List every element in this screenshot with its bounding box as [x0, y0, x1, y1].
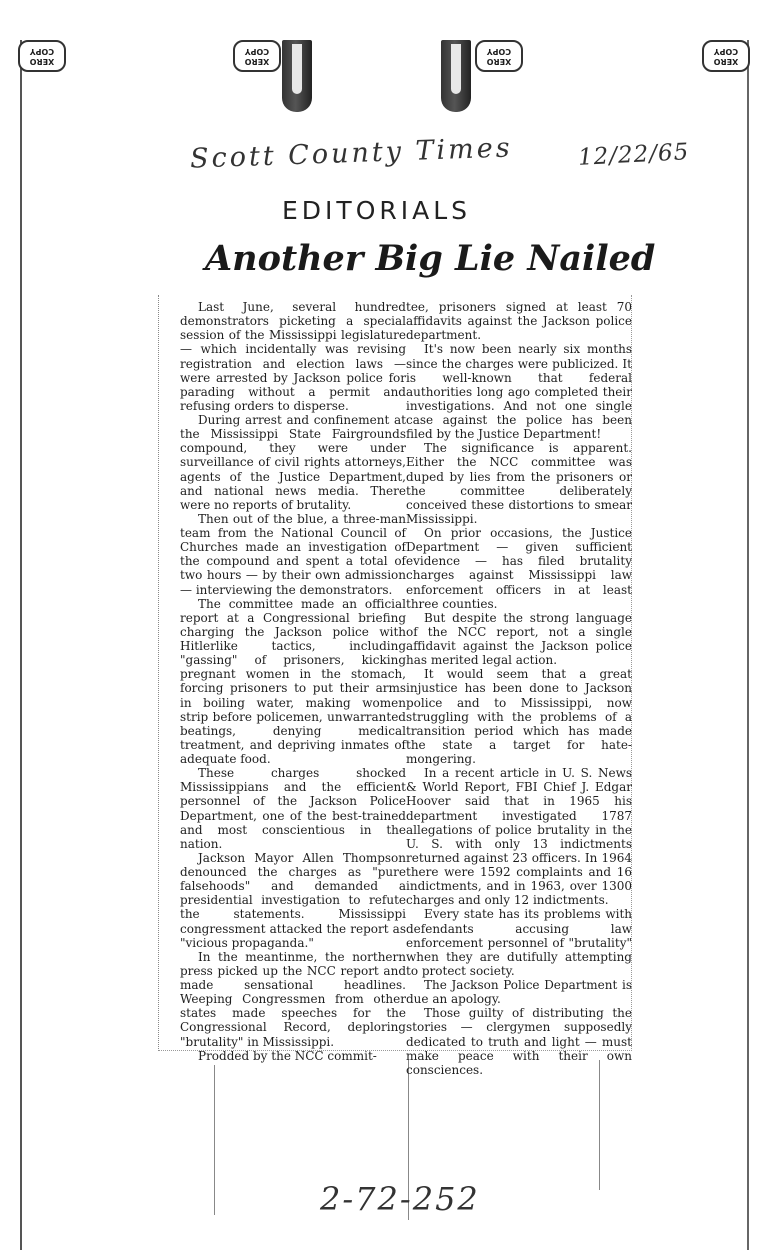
binder-clip	[282, 40, 312, 112]
xero-copy-stamp	[475, 40, 523, 72]
paragraph: On prior occasions, the Justice Department — given sufficient evidence — has filed brutality charges against Mississippi law enforcement officers in at least three counties.	[406, 526, 632, 611]
paragraph: These charges shocked Mississippians and the efficient personnel of the Jackson Police Department, one of the best-trained and most conscientious in the nation.	[180, 766, 406, 851]
paragraph: Those guilty of distributing the stories — clergymen supposedly dedicated to truth and light — must make peace with their own consciences.	[406, 1006, 632, 1077]
paragraph: Every state has its problems with defendants accusing law enforcement personnel of "brutality" when they are dutifully attempting to protect society.	[406, 907, 632, 978]
article-headline: Another Big Lie Nailed	[205, 238, 656, 279]
paragraph: tee, prisoners signed at least 70 affidavits against the Jackson police department.	[406, 300, 632, 343]
paragraph: It would seem that a great injustice has been done to Jackson police and to Mississippi, now struggling with the problems of a transition period which has made the state a target for hate-mongering.	[406, 667, 632, 766]
paragraph: During arrest and confinement at the Mississippi State Fairgrounds compound, they were under surveillance of civil rights attorneys, agents of the Justice Department, and national news media. There were no reports of brutality.	[180, 413, 406, 512]
paragraph: Prodded by the NCC commit-	[198, 1048, 377, 1063]
stamp-text: COPY	[486, 47, 512, 56]
paragraph: Jackson Mayor Allen Thompson denounced the charges as "pure falsehoods" and demanded a presidential investigation to refute the statements. Mississippi congressment attacked the report as "vicious propaganda."	[180, 850, 406, 950]
paragraph: Then out of the blue, a three-man team from the National Council of Churches made an investigation of the compound and spent a total of two hours — by their own admission — interviewing the demonstrators.	[180, 511, 406, 597]
scan-line	[214, 1065, 215, 1215]
xero-copy-stamp	[18, 40, 66, 72]
stamp-text: COPY	[29, 47, 55, 56]
paragraph: But despite the strong language of the NCC report, not a single affidavit against the Jackson police has merited legal action.	[406, 610, 632, 668]
scan-line	[599, 1060, 600, 1190]
stamp-text: XERO	[29, 57, 55, 66]
paragraph: The Jackson Police Department is due an apology.	[406, 978, 632, 1007]
stamp-text: COPY	[713, 47, 739, 56]
stamp-text: XERO	[244, 57, 270, 66]
xero-copy-stamp	[702, 40, 750, 72]
paragraph: The significance is apparent. Either the NCC committee was duped by lies from the prisoners or the committee deliberately conceived these distortions to smear Mississippi.	[406, 441, 632, 526]
stamp-text: XERO	[486, 57, 512, 66]
paragraph: In a recent article in U. S. News & World Report, FBI Chief J. Edgar Hoover said that in 1965 his department investigated 1787 allegations of police brutality in the U. S. with only 13 indictments returned against 23 officers. In 1964 there were 1592 complaints and 16 indictments, and in 1963, over 1300 charges and only 12 indictments.	[406, 766, 632, 908]
stamp-text: COPY	[244, 47, 270, 56]
paragraph: In the meantinme, the northern press picked up the NCC report and made sensational headlines. Weeping Congressmen from other states made speeches for the Congressional Record, deploring "brutality" in Mississippi.	[180, 949, 406, 1049]
paragraph: The committee made an official report at a Congressional briefing charging the Jackson police with Hitlerlike tactics, including "gassing" of prisoners, kicking pregnant women in the stomach, forcing prisoners to put their arms in boiling water, making women strip before policemen, unwarranted beatings, denying medical treatment, and depriving inmates of adequate food.	[180, 596, 406, 766]
file-number-handwritten: 2-72-252	[320, 1180, 480, 1218]
article-column-2	[406, 300, 632, 1077]
binder-clip	[441, 40, 471, 112]
article-column-1	[180, 300, 406, 1063]
section-title: EDITORIALS	[282, 196, 472, 225]
stamp-text: XERO	[713, 57, 739, 66]
xero-copy-stamp	[233, 40, 281, 72]
paragraph: It's now been nearly six months since the charges were publicized. It is well-known that federal authorities long ago completed their investigations. And not one single case against the police has been filed by the Justice Department!	[406, 342, 632, 442]
date-handwritten: 12/22/65	[577, 139, 690, 171]
masthead-handwritten: Scott County Times	[189, 132, 514, 175]
paragraph: Last June, several hundred demonstrators picketing a special session of the Mississippi legislature — which incidentally was revising registration and election laws — were arrested by Jackson police for parading without a permit and refusing orders to disperse.	[180, 300, 406, 413]
